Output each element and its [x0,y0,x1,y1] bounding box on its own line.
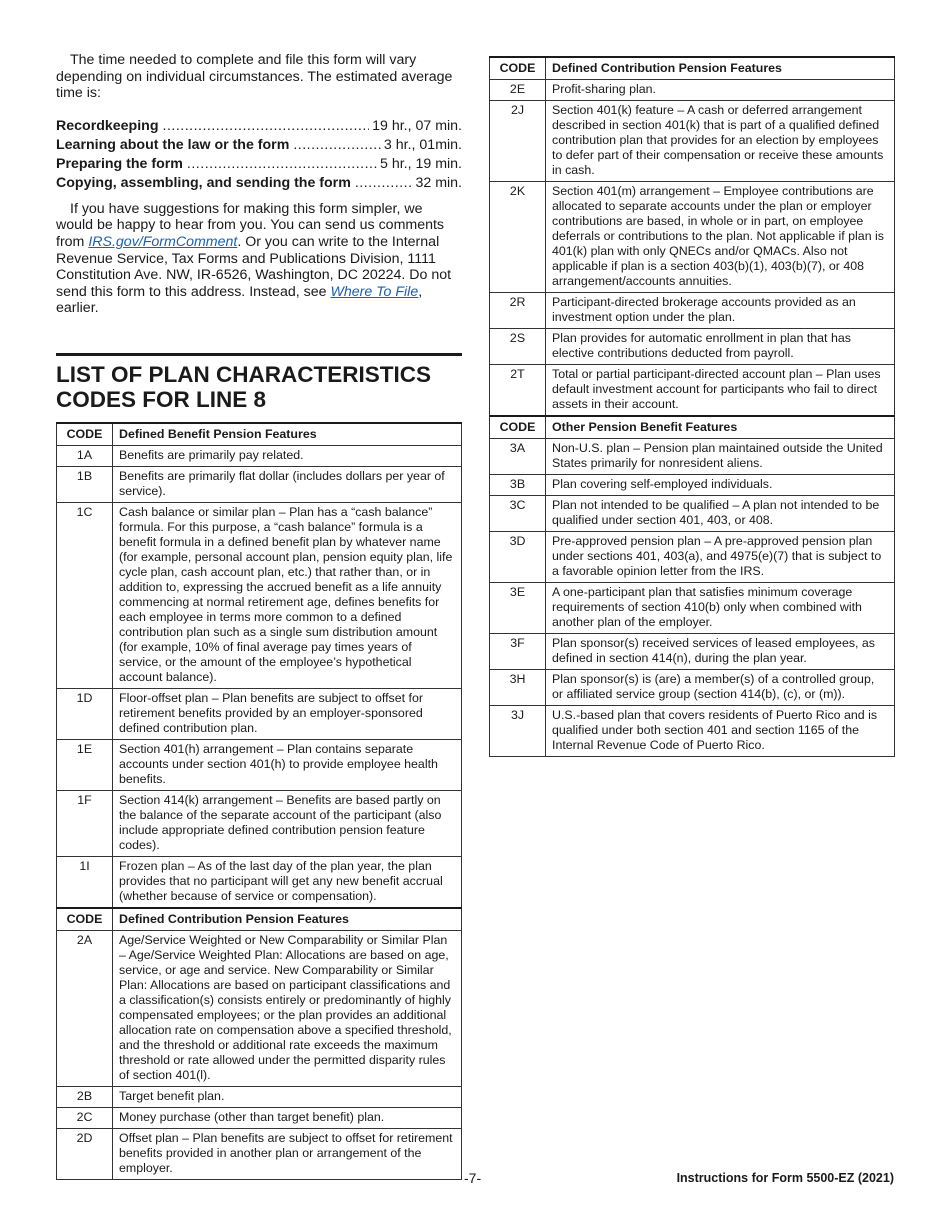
footer-title: Instructions for Form 5500-EZ (2021) [676,1171,894,1185]
code-cell: 1A [57,445,113,466]
code-cell: 3A [490,439,546,475]
table-row [57,790,462,856]
time-value: 32 min. [415,174,462,191]
comments-text: , earlier. [56,283,423,317]
code-column-header: CODE [57,423,113,446]
code-cell: 2R [490,293,546,329]
description-cell: Floor-offset plan – Plan benefits are subject to offset for retirement benefits provided by an employer-sponsored defined contribution plan. [113,688,462,739]
description-cell: Cash balance or similar plan – Plan has a “cash balance” formula. For this purpose, a “cash balance” formula is a benefit formula in a defined benefit plan by whatever name (for example, personal account plan, pension equity plan, life cycle plan, cash account plan, etc.) that rather than, or in addition to, expressing the accrued benefit as a life annuity commencing at normal retirement age, defines benefits for each employee in terms more common to a defined contribution plan such as a single sum distribution amount (for example, 10% of final average pay times years of service, or the amount of the employee’s hypothetical account balance). [113,502,462,688]
time-value: 5 hr., 19 min. [379,155,462,172]
feature-group-header: Defined Benefit Pension Features [113,423,462,446]
description-cell: Frozen plan – As of the last day of the plan year, the plan provides that no participant will get any new benefit accrual (whether because of service or compensation). [113,856,462,908]
description-cell: Section 401(h) arrangement – Plan contains separate accounts under section 401(h) to provide employee health benefits. [113,739,462,790]
table-row [57,1086,462,1107]
code-cell: 2C [57,1107,113,1128]
feature-group-header: Defined Contribution Pension Features [546,57,895,80]
code-cell: 1B [57,466,113,502]
description-cell: Profit-sharing plan. [546,80,895,101]
table-header-row [490,416,895,439]
description-cell: Section 401(k) feature – A cash or deferred arrangement described in section 401(k) that is part of a qualified defined contribution plan that provides for an election by employees to defer part of their compensation or receive these amounts in cash. [546,101,895,182]
code-column-header: CODE [490,57,546,80]
comments-paragraph [56,201,462,317]
time-estimates [56,117,462,193]
code-cell: 2S [490,329,546,365]
table-row [490,475,895,496]
comments-text: If you have suggestions for making this form simpler, we would be happy to hear from you. You can send us comments from [56,200,445,250]
description-cell: Pre-approved pension plan – A pre-approved pension plan under sections 401, 403(a), and 4975(e)(7) that is subject to a favorable opinion letter from the IRS. [546,532,895,583]
table-row [490,532,895,583]
table-row [57,502,462,688]
code-cell: 1E [57,739,113,790]
code-cell: 3J [490,706,546,757]
table-row [490,80,895,101]
time-row [56,174,462,193]
description-cell: Benefits are primarily flat dollar (includes dollars per year of service). [113,466,462,502]
code-cell: 2J [490,101,546,182]
code-cell: 1C [57,502,113,688]
code-cell: 3F [490,634,546,670]
time-value: 3 hr., 01min. [383,136,462,153]
code-cell: 1F [57,790,113,856]
table-row [490,634,895,670]
table-row [490,670,895,706]
table-row [57,1128,462,1179]
left-codes-table [56,422,462,1180]
table-row [490,583,895,634]
description-cell: Target benefit plan. [113,1086,462,1107]
table-row [490,329,895,365]
comments-text: . Or you can write to the Internal Revenue Service, Tax Forms and Publications Division, 1111 Constitution Ave. NW, IR-6526, Washington, DC 20224. Do not send this form to this address. Instead, see [56,233,452,300]
code-cell: 3C [490,496,546,532]
feature-group-header: Other Pension Benefit Features [546,416,895,439]
description-cell: Money purchase (other than target benefit) plan. [113,1107,462,1128]
right-column [489,56,895,757]
code-cell: 3D [490,532,546,583]
description-cell: A one-participant plan that satisfies minimum coverage requirements of section 410(b) only when combined with another plan of the employer. [546,583,895,634]
description-cell: Age/Service Weighted or New Comparability or Similar Plan – Age/Service Weighted Plan: Allocations are based on age, service, or age and service. New Comparability or Similar Plan: Allocations are based on participant classifications and a classification(s) consists entirely or predominantly of highly compensated employees; or the plan provides an additional allocation rate on compensation above a specified threshold, and the threshold or additional rate exceeds the maximum threshold or rate allowed under the permitted disparity rules of section 401(l). [113,930,462,1086]
table-row [57,466,462,502]
code-cell: 3B [490,475,546,496]
left-column [56,52,462,1180]
table-header-row [57,423,462,446]
description-cell: Plan covering self-employed individuals. [546,475,895,496]
code-cell: 2K [490,182,546,293]
time-label: Recordkeeping [56,117,159,134]
time-label: Learning about the law or the form [56,136,290,153]
time-row [56,155,462,174]
code-column-header: CODE [490,416,546,439]
description-cell: Plan not intended to be qualified – A plan not intended to be qualified under section 401, 403, or 408. [546,496,895,532]
code-cell: 3E [490,583,546,634]
intro-paragraph: The time needed to complete and file this form will vary depending on individual circumstances. The estimated average time is: [56,52,453,102]
description-cell: Participant-directed brokerage accounts provided as an investment option under the plan. [546,293,895,329]
table-row [57,688,462,739]
table-row [490,182,895,293]
table-row [57,739,462,790]
table-row [490,101,895,182]
table-row [490,365,895,417]
table-header-row [490,57,895,80]
description-cell: Plan sponsor(s) received services of leased employees, as defined in section 414(n), during the plan year. [546,634,895,670]
table-row [490,293,895,329]
code-cell: 1D [57,688,113,739]
where-to-file-link[interactable]: Where To File [330,283,419,300]
description-cell: Total or partial participant-directed account plan – Plan uses default investment account for participants who fail to direct assets in their account. [546,365,895,417]
table-row [490,496,895,532]
feature-group-header: Defined Contribution Pension Features [113,908,462,931]
description-cell: Plan provides for automatic enrollment in plan that has elective contributions deducted from payroll. [546,329,895,365]
code-cell: 1I [57,856,113,908]
description-cell: Non-U.S. plan – Pension plan maintained outside the United States primarily for nonresident aliens. [546,439,895,475]
description-cell: U.S.-based plan that covers residents of Puerto Rico and is qualified under both section 401 and section 1165 of the Internal Revenue Code of Puerto Rico. [546,706,895,757]
code-cell: 2D [57,1128,113,1179]
code-column-header: CODE [57,908,113,931]
description-cell: Section 401(m) arrangement – Employee contributions are allocated to separate accounts under the plan or employer contributions are based, in whole or in part, on employee deferrals or contributions to the plan. Not applicable if plan is 401(k) plan with only QNECs and/or QMACs. Also not applicable if plan is a section 403(b)(1), 403(b)(7), or 408 arrangement/accounts annuities. [546,182,895,293]
table-header-row [57,908,462,931]
table-row [490,706,895,757]
code-cell: 2E [490,80,546,101]
time-value: 19 hr., 07 min. [372,117,462,134]
table-row [57,930,462,1086]
form-comment-link[interactable]: IRS.gov/FormComment [88,233,238,250]
table-row [57,856,462,908]
code-cell: 3H [490,670,546,706]
code-cell: 2T [490,365,546,417]
right-codes-table [489,56,895,757]
code-cell: 2B [57,1086,113,1107]
section-title: LIST OF PLAN CHARACTERISTICS CODES FOR LINE 8 [56,353,462,412]
time-row [56,136,462,155]
description-cell: Offset plan – Plan benefits are subject to offset for retirement benefits provided in another plan or arrangement of the employer. [113,1128,462,1179]
table-row [57,1107,462,1128]
code-cell: 2A [57,930,113,1086]
description-cell: Plan sponsor(s) is (are) a member(s) of a controlled group, or affiliated service group (section 414(b), (c), or (m)). [546,670,895,706]
description-cell: Benefits are primarily pay related. [113,445,462,466]
time-row [56,117,462,136]
description-cell: Section 414(k) arrangement – Benefits are based partly on the balance of the separate account of the participant (also include appropriate defined contribution pension feature codes). [113,790,462,856]
time-label: Preparing the form [56,155,183,172]
time-label: Copying, assembling, and sending the form [56,174,351,191]
table-row [490,439,895,475]
page-number: -7- [464,1170,482,1186]
table-row [57,445,462,466]
